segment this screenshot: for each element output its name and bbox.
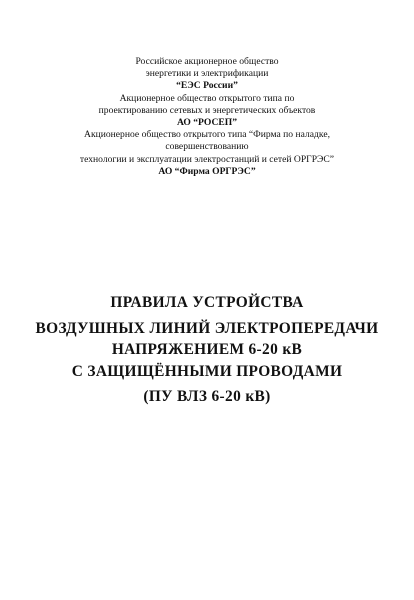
org-name-orgres: АО “Фирма ОРГРЭС”	[158, 165, 256, 177]
org-name-ees-rossii: “ЕЭС России”	[176, 80, 238, 92]
document-title	[0, 292, 414, 408]
org-line: совершенствованию	[165, 141, 249, 153]
title-line: ВОЗДУШНЫХ ЛИНИЙ ЭЛЕКТРОПЕРЕДАЧИ	[35, 319, 379, 337]
org-line: технологии и эксплуатации электростанций и сетей ОРГРЭС”	[79, 153, 335, 165]
org-line: Акционерное общество открытого типа по	[119, 92, 295, 104]
title-line: С ЗАЩИЩЁННЫМИ ПРОВОДАМИ	[71, 362, 343, 380]
title-line: ПРАВИЛА УСТРОЙСТВА	[110, 294, 304, 311]
org-line: Акционерное общество открытого типа “Фирма по наладке,	[84, 129, 330, 141]
organizations-block	[0, 56, 414, 178]
title-line: НАПРЯЖЕНИЕМ 6-20 кВ	[111, 341, 303, 359]
org-name-rosep: АО “РОСЕП”	[176, 117, 238, 129]
org-line: энергетики и электрификации	[145, 68, 269, 80]
title-abbreviation: (ПУ ВЛЗ 6-20 кВ)	[143, 388, 271, 406]
org-line: Российское акционерное общество	[135, 56, 279, 67]
org-line: проектированию сетевых и энергетических объектов	[98, 104, 316, 116]
